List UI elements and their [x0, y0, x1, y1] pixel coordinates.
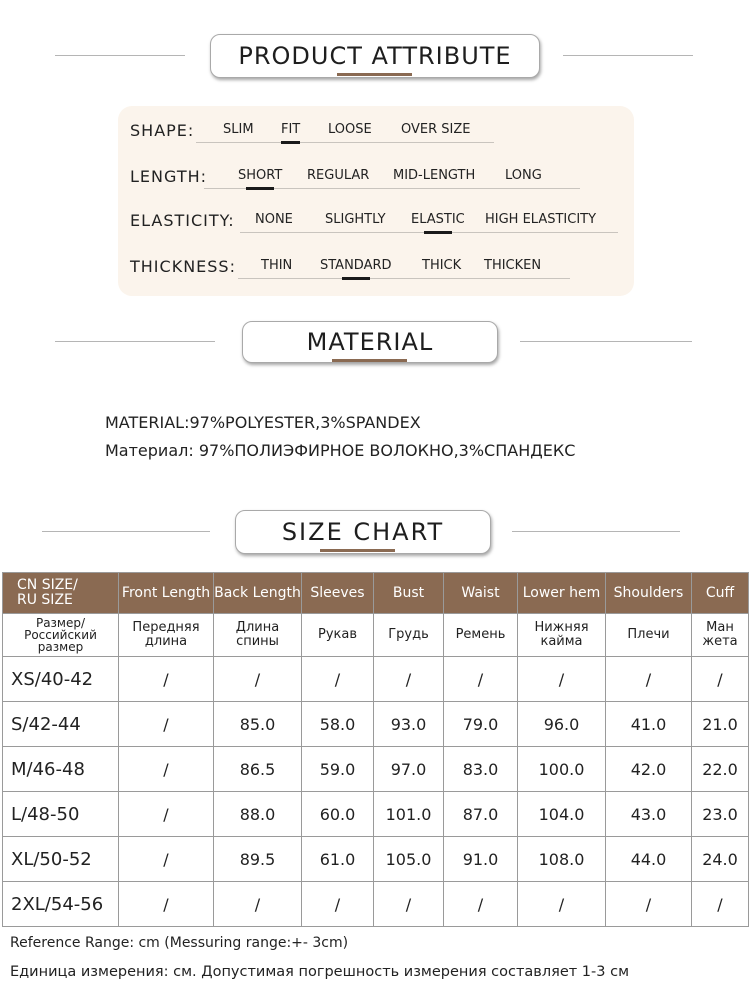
column-header [444, 573, 518, 614]
table-cell-text: 60.0 [319, 804, 356, 824]
table-cell [374, 702, 444, 747]
table-cell [518, 702, 606, 747]
table-cell [374, 792, 444, 837]
table-cell-text: XS/40-42 [11, 668, 94, 690]
table-header-row [3, 573, 749, 614]
table-cell-text: 42.0 [630, 759, 667, 779]
table-cell [214, 702, 302, 747]
table-cell [606, 747, 692, 792]
column-header-ru-text: Нижняя [534, 620, 589, 635]
table-cell-text: / [163, 849, 169, 869]
column-header-text: Back Length [214, 585, 301, 601]
title-underline [332, 359, 407, 362]
table-cell-text: 85.0 [239, 714, 276, 734]
size-chart-table [2, 572, 749, 927]
section-title-attributes [210, 34, 540, 78]
table-cell-text: / [405, 894, 412, 914]
selected-option-marker [342, 277, 370, 280]
table-cell [692, 657, 749, 702]
table-cell [214, 882, 302, 927]
column-header-ru-text: Грудь [388, 627, 429, 642]
column-header-ru-text: кайма [540, 634, 583, 649]
table-cell [518, 747, 606, 792]
table-cell [302, 702, 374, 747]
column-header [692, 573, 749, 614]
attribute-option: ELASTIC [411, 212, 465, 227]
column-header-text: Shoulders [613, 585, 684, 601]
column-header-text: Cuff [705, 585, 735, 601]
column-header-ru-text: Рукав [317, 627, 357, 642]
table-cell-text: / [717, 894, 723, 914]
column-header-ru [374, 614, 444, 657]
table-cell [3, 657, 119, 702]
table-cell-text: / [163, 804, 169, 824]
table-cell-text: / [163, 714, 169, 734]
table-cell-text: 101.0 [385, 804, 432, 824]
table-cell-text: / [477, 894, 484, 914]
material-title-text: MATERIAL [306, 328, 434, 356]
attribute-option: THIN [261, 258, 293, 273]
attribute-label: SHAPE: [130, 121, 195, 140]
table-cell [302, 792, 374, 837]
table-cell-text: / [717, 669, 723, 689]
table-cell [3, 747, 119, 792]
table-cell-text: 96.0 [543, 714, 580, 734]
column-header [606, 573, 692, 614]
table-row [3, 657, 749, 702]
table-cell [692, 882, 749, 927]
column-header [214, 573, 302, 614]
column-header-text: Waist [461, 585, 500, 601]
table-cell-text: / [334, 894, 341, 914]
table-cell-text: / [645, 669, 652, 689]
column-header-text: Sleeves [310, 585, 365, 601]
table-row [3, 792, 749, 837]
table-cell-text: / [405, 669, 412, 689]
reference-range-note: Reference Range: cm (Messuring range:+- 3cm) [10, 935, 349, 951]
material-text-en: MATERIAL:97%POLYESTER,3%SPANDEX [105, 413, 421, 432]
table-cell-text: 58.0 [319, 714, 356, 734]
divider-left [42, 531, 210, 532]
table-cell [606, 837, 692, 882]
attribute-label: ELASTICITY: [130, 211, 235, 230]
column-header-ru [606, 614, 692, 657]
table-cell [3, 882, 119, 927]
table-cell-text: / [334, 669, 341, 689]
attribute-option: LOOSE [328, 122, 372, 137]
divider-right [563, 55, 693, 56]
attribute-label: THICKNESS: [130, 257, 236, 276]
table-cell [374, 882, 444, 927]
table-cell-text: 59.0 [319, 759, 356, 779]
table-cell-text: 61.0 [319, 849, 356, 869]
attribute-option: LONG [505, 168, 542, 183]
table-cell [3, 702, 119, 747]
column-header-ru-text: размер [37, 640, 84, 654]
attribute-option: SLIGHTLY [325, 212, 386, 227]
table-row [3, 747, 749, 792]
section-title-size-chart [235, 510, 491, 554]
selected-option-marker [424, 231, 452, 234]
table-cell-text: 83.0 [462, 759, 499, 779]
table-cell-text: 79.0 [462, 714, 499, 734]
table-cell [302, 837, 374, 882]
attribute-option: SLIM [223, 122, 254, 137]
column-header-text: Front Length [121, 585, 211, 601]
selected-option-marker [246, 187, 274, 190]
column-header-ru [518, 614, 606, 657]
attribute-panel [118, 106, 634, 296]
title-underline [337, 73, 412, 76]
table-cell [606, 657, 692, 702]
column-header-ru [3, 614, 119, 657]
column-header-ru [444, 614, 518, 657]
measurement-note-ru: Единица измерения: см. Допустимая погрешность измерения составляет 1-3 см [10, 964, 630, 980]
table-cell [374, 747, 444, 792]
section-title-material [242, 321, 498, 363]
divider-left [55, 341, 215, 342]
table-cell-text: / [558, 669, 565, 689]
table-cell-text: 97.0 [390, 759, 427, 779]
column-header-ru [119, 614, 214, 657]
table-cell-text: L/48-50 [11, 803, 80, 825]
table-cell-text: 23.0 [702, 804, 738, 824]
selected-option-marker [281, 141, 300, 144]
table-cell [119, 882, 214, 927]
attribute-option: OVER SIZE [401, 122, 471, 137]
column-header-ru-text: Размер/ [35, 616, 86, 630]
table-cell [119, 792, 214, 837]
table-cell [692, 747, 749, 792]
table-cell-text: S/42-44 [11, 713, 81, 735]
table-cell [444, 882, 518, 927]
table-cell [302, 657, 374, 702]
table-cell-text: 22.0 [702, 759, 738, 779]
column-header-ru-text: спины [236, 634, 279, 649]
table-cell [119, 702, 214, 747]
table-cell [214, 792, 302, 837]
table-cell [606, 792, 692, 837]
table-cell [518, 882, 606, 927]
table-cell [119, 747, 214, 792]
column-header-ru-text: жета [702, 634, 738, 649]
table-cell [214, 657, 302, 702]
divider-left [55, 55, 185, 56]
table-cell-text: 41.0 [630, 714, 667, 734]
table-cell [302, 747, 374, 792]
divider-right [512, 531, 680, 532]
table-cell [444, 657, 518, 702]
column-header [518, 573, 606, 614]
column-header-ru [692, 614, 749, 657]
column-header-ru-text: Ремень [455, 627, 506, 642]
table-cell-text: 104.0 [538, 804, 585, 824]
attribute-baseline [196, 142, 494, 143]
column-header-text: Lower hem [522, 585, 601, 601]
table-row [3, 702, 749, 747]
attribute-option: SHORT [238, 168, 283, 183]
attributes-title-text: PRODUCT ATTRIBUTE [238, 42, 512, 70]
attribute-option: STANDARD [320, 258, 392, 273]
table-row [3, 882, 749, 927]
column-header-ru [214, 614, 302, 657]
table-cell-text: 108.0 [538, 849, 585, 869]
table-cell-text: / [163, 759, 169, 779]
table-cell-text: 91.0 [462, 849, 499, 869]
table-cell [214, 747, 302, 792]
table-cell-text: / [163, 894, 169, 914]
table-cell [374, 657, 444, 702]
table-cell-text: / [558, 894, 565, 914]
table-cell [606, 882, 692, 927]
column-header-text: Bust [392, 585, 425, 601]
table-cell-text: 21.0 [702, 714, 738, 734]
table-cell [444, 702, 518, 747]
table-row [3, 837, 749, 882]
table-cell-text: 87.0 [462, 804, 499, 824]
column-header [119, 573, 214, 614]
table-cell [692, 837, 749, 882]
material-text-ru: Материал: 97%ПОЛИЭФИРНОЕ ВОЛОКНО,3%СПАНДЕКС [105, 441, 576, 460]
title-underline [320, 549, 395, 552]
attribute-label: LENGTH: [130, 167, 208, 186]
column-header-ru-text: Плечи [627, 627, 670, 642]
column-header-ru-text: Российский [24, 628, 97, 642]
table-cell [374, 837, 444, 882]
attribute-row [118, 118, 634, 148]
column-header-ru-text: Длина [235, 620, 280, 635]
table-cell [444, 837, 518, 882]
column-header-ru-text: Ман [706, 620, 734, 635]
table-cell-text: M/46-48 [11, 758, 85, 780]
table-cell-text: / [254, 669, 261, 689]
table-cell [692, 702, 749, 747]
attribute-option: THICKEN [484, 258, 542, 273]
size-chart-title-text: SIZE CHART [281, 518, 445, 546]
table-cell-text: / [163, 669, 169, 689]
table-cell-text: 86.5 [239, 759, 276, 779]
table-cell [692, 792, 749, 837]
table-cell-text: 93.0 [390, 714, 427, 734]
table-cell [444, 792, 518, 837]
table-cell [444, 747, 518, 792]
table-cell-text: XL/50-52 [11, 848, 92, 870]
table-cell [119, 837, 214, 882]
attribute-row [118, 208, 634, 238]
table-cell-text: / [645, 894, 652, 914]
table-cell-text: 88.0 [239, 804, 276, 824]
table-cell-text: / [254, 894, 261, 914]
attribute-option: NONE [255, 212, 293, 227]
table-cell-text: 100.0 [538, 759, 585, 779]
column-header-ru-text: длина [144, 634, 188, 649]
column-header-ru-text: Передняя [132, 620, 200, 635]
attribute-option: THICK [422, 258, 462, 273]
table-cell [214, 837, 302, 882]
table-cell [518, 792, 606, 837]
column-header [302, 573, 374, 614]
table-cell [302, 882, 374, 927]
table-cell-text: 43.0 [630, 804, 667, 824]
table-cell [119, 657, 214, 702]
attribute-row [118, 164, 634, 194]
table-cell-text: 105.0 [385, 849, 432, 869]
table-cell [3, 792, 119, 837]
table-cell-text: 44.0 [630, 849, 667, 869]
table-cell-text: 89.5 [239, 849, 276, 869]
table-cell [518, 657, 606, 702]
attribute-option: MID-LENGTH [393, 168, 476, 183]
divider-right [520, 341, 692, 342]
column-header [374, 573, 444, 614]
table-cell [518, 837, 606, 882]
table-cell-text: / [477, 669, 484, 689]
attribute-option: HIGH ELASTICITY [485, 212, 597, 227]
column-header-text: CN SIZE/ [17, 577, 78, 593]
table-cell-text: 24.0 [702, 849, 738, 869]
table-cell [606, 702, 692, 747]
column-header-ru [302, 614, 374, 657]
table-header-row-ru [3, 614, 749, 657]
attribute-row [118, 254, 634, 284]
attribute-baseline [238, 278, 570, 279]
table-cell [3, 837, 119, 882]
column-header [3, 573, 119, 614]
table-cell-text: 2XL/54-56 [11, 893, 104, 915]
attribute-option: FIT [281, 122, 301, 137]
attribute-option: REGULAR [307, 168, 370, 183]
column-header-text: RU SIZE [17, 592, 73, 608]
